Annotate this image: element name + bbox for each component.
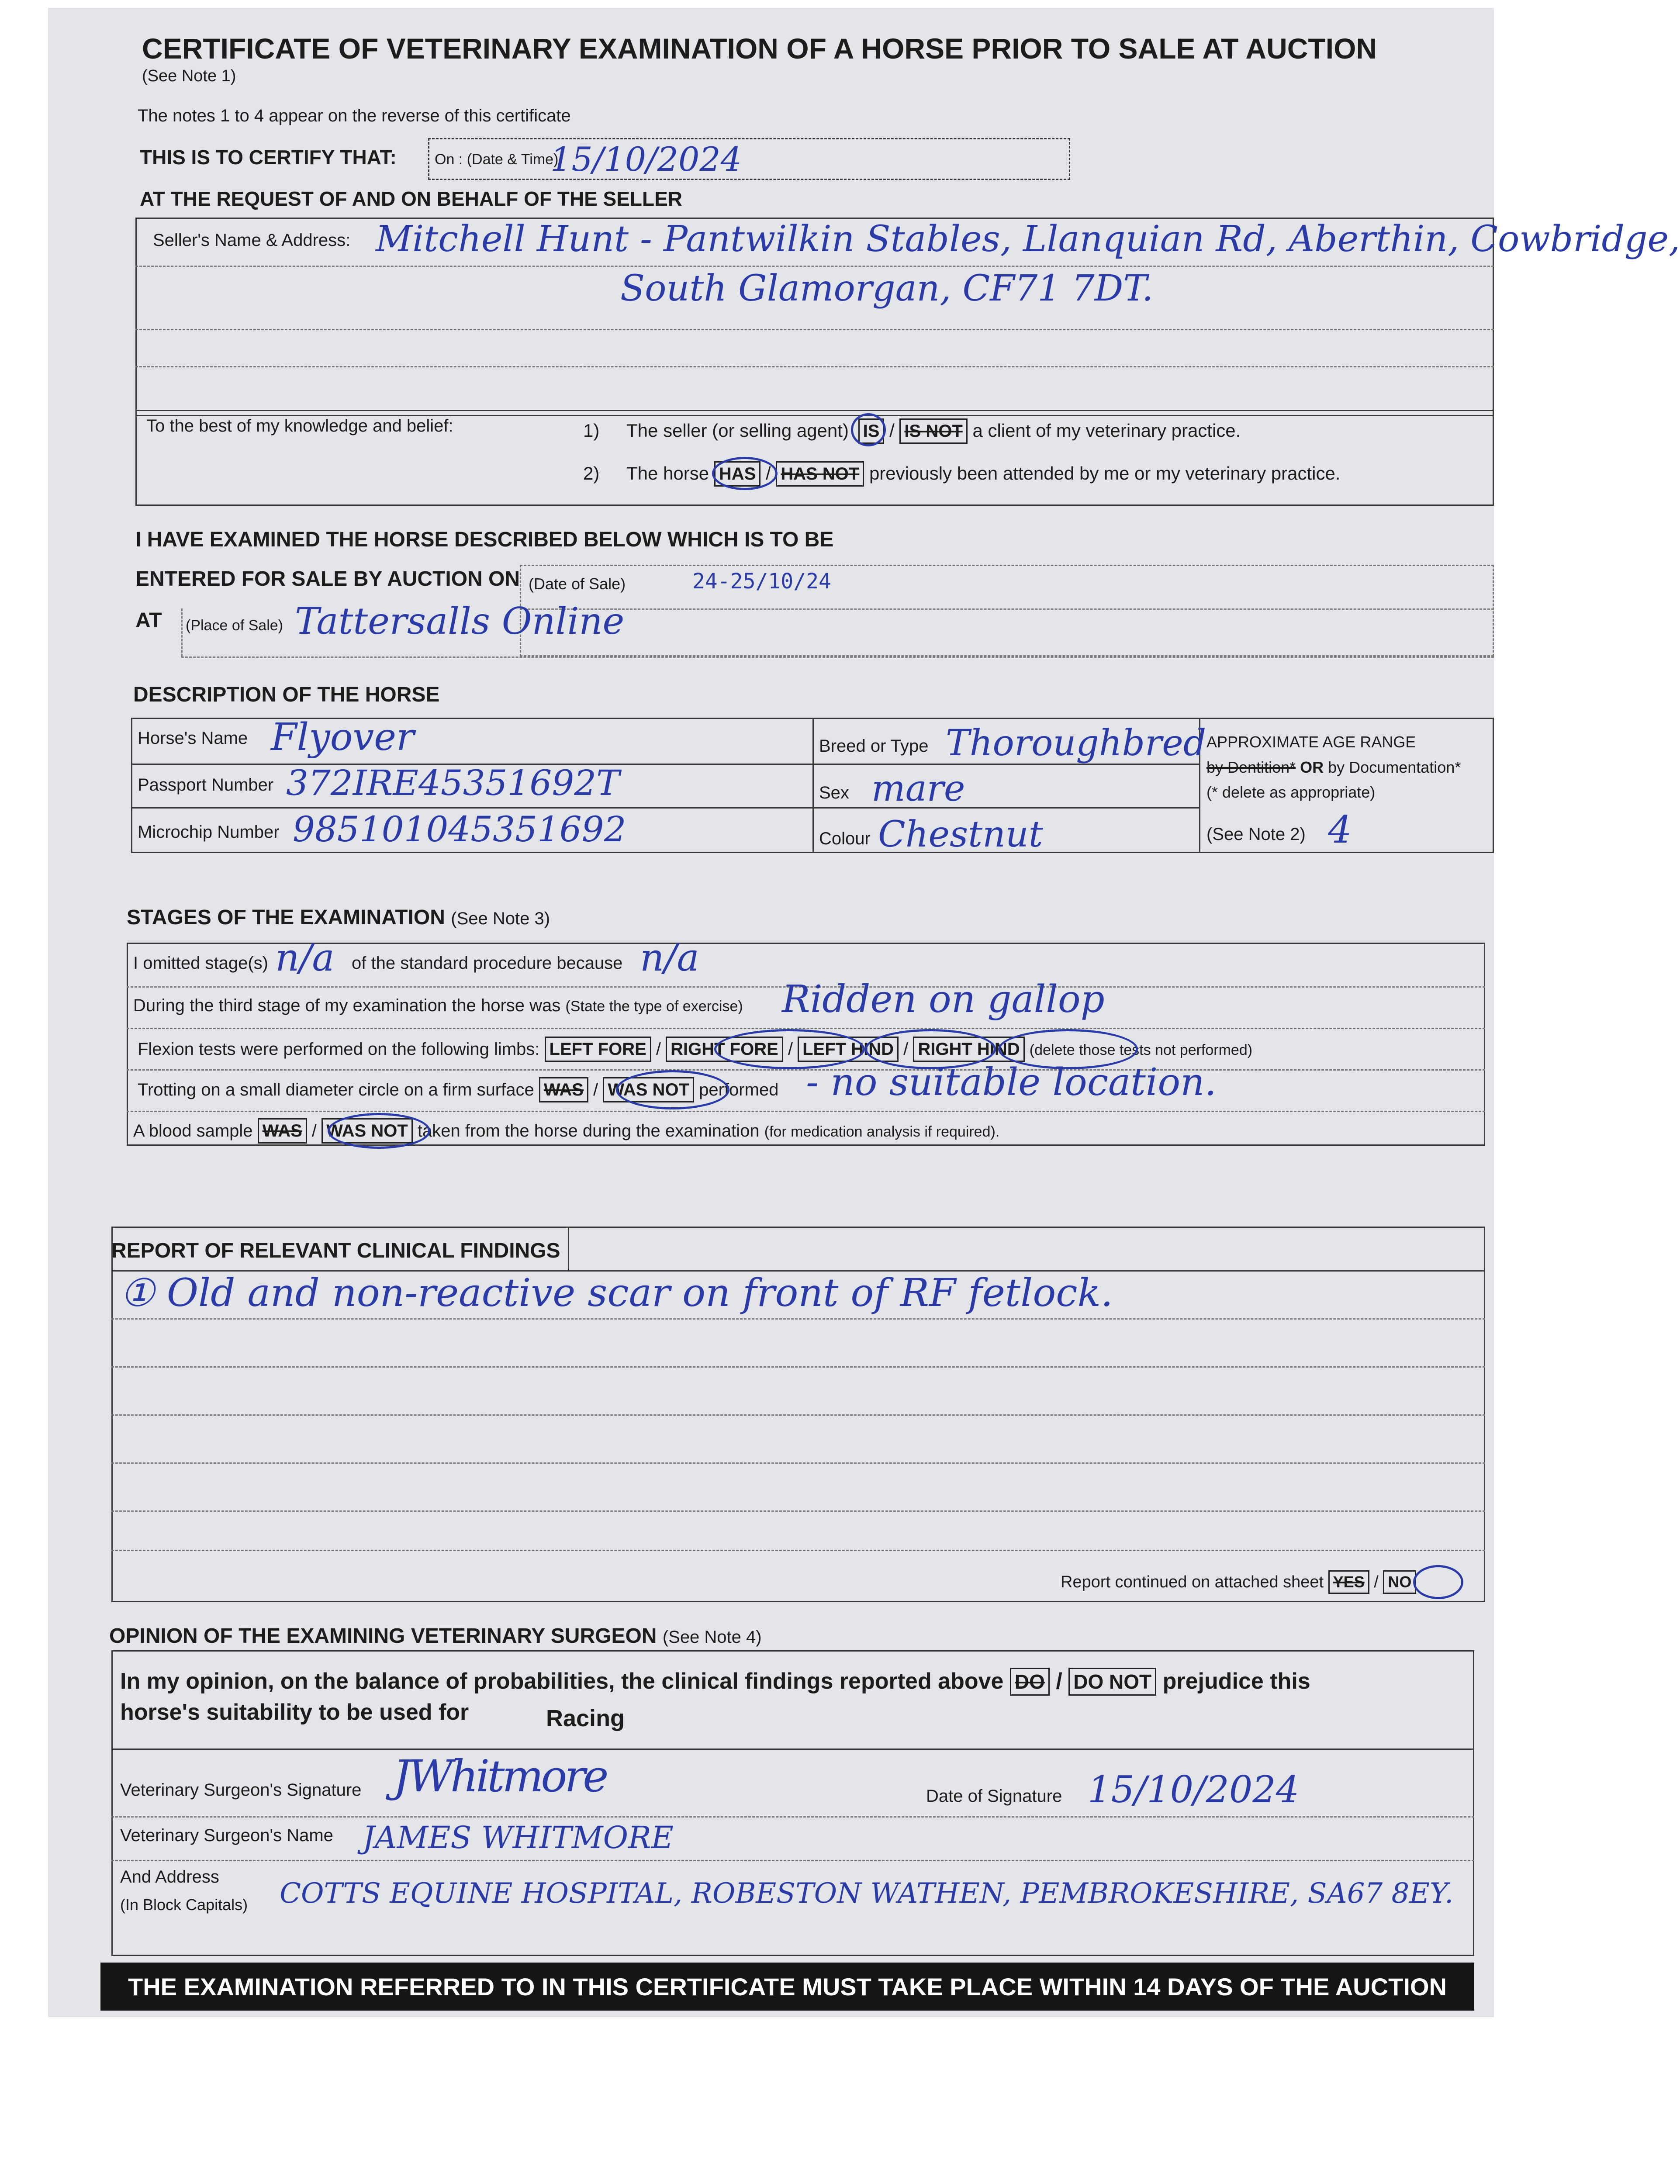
age-heading: APPROXIMATE AGE RANGE <box>1206 733 1416 751</box>
seller-label: Seller's Name & Address: <box>153 231 351 250</box>
stages-heading-line: STAGES OF THE EXAMINATION (See Note 3) <box>127 906 550 929</box>
omitted-value[interactable]: n/a <box>275 936 335 980</box>
certificate-title: CERTIFICATE OF VETERINARY EXAMINATION OF A HORSE PRIOR TO SALE AT AUCTION <box>142 32 1377 65</box>
limb-right-hind[interactable]: RIGHT HIND <box>913 1037 1024 1062</box>
report-no-option[interactable]: NO <box>1383 1570 1416 1594</box>
report-continued-line: Report continued on attached sheet YES / NO <box>1061 1570 1416 1594</box>
omitted-pre: I omitted stage(s) <box>133 954 269 973</box>
trot-line: Trotting on a small diameter circle on a firm surface WAS / WAS NOT performed <box>138 1077 778 1102</box>
entered-line: ENTERED FOR SALE BY AUCTION ON <box>135 567 520 591</box>
do-option[interactable]: DO <box>1010 1668 1050 1696</box>
third-stage-line: During the third stage of my examination the horse was (State the type of exercise) <box>133 996 743 1015</box>
on-date-label: On : (Date & Time) <box>435 151 559 168</box>
microchip-label: Microchip Number <box>138 822 280 842</box>
signature-value[interactable]: JWhitmore <box>393 1751 606 1802</box>
flexion-label: Flexion tests were performed on the following limbs: <box>138 1040 540 1059</box>
is-option[interactable]: IS <box>858 418 885 444</box>
knowledge-item2: 2) The horse HAS / HAS NOT previously been attended by me or my veterinary practice. <box>583 461 1340 487</box>
passport-label: Passport Number <box>138 775 274 795</box>
place-of-sale-value[interactable]: Tattersalls Online <box>295 600 625 643</box>
trot-reason-value[interactable]: - no suitable location. <box>806 1061 1217 1104</box>
address-label: And Address <box>120 1867 219 1887</box>
signature-label: Veterinary Surgeon's Signature <box>120 1780 362 1800</box>
trot-was-option[interactable]: WAS <box>539 1077 588 1102</box>
footer-banner: THE EXAMINATION REFERRED TO IN THIS CERTIFICATE MUST TAKE PLACE WITHIN 14 DAYS OF THE AUCTION <box>100 1963 1474 2011</box>
flexion-line: Flexion tests were performed on the following limbs: LEFT FORE / RIGHT FORE / LEFT HIND / RIGHT HIND (delete those tests not performed) <box>138 1037 1252 1062</box>
sex-value[interactable]: mare <box>871 768 965 809</box>
at-label: AT <box>135 609 162 632</box>
vet-name-label: Veterinary Surgeon's Name <box>120 1826 333 1845</box>
blood-line: A blood sample WAS / WAS NOT taken from the horse during the examination (for medication analysis if required). <box>133 1118 999 1144</box>
trot-was-not-option[interactable]: WAS NOT <box>603 1077 694 1102</box>
clinical-finding-line1[interactable]: ① Old and non-reactive scar on front of RF fetlock. <box>120 1270 1113 1315</box>
age-see-note: (See Note 2) <box>1206 825 1306 844</box>
blood-was-option[interactable]: WAS <box>258 1118 307 1144</box>
third-stage-value[interactable]: Ridden on gallop <box>782 978 1105 1021</box>
on-date-value: 15/10/2024 <box>550 140 742 179</box>
opinion-purpose[interactable]: Racing <box>546 1705 625 1731</box>
vet-address-value[interactable]: COTTS EQUINE HOSPITAL, ROBESTON WATHEN, PEMBROKESHIRE, SA67 8EY. <box>280 1877 1454 1910</box>
trot-was-not-circle-mark <box>616 1070 729 1109</box>
date-of-sale-value[interactable]: 24-25/10/24 <box>692 569 831 594</box>
address-label-block-capitals: (In Block Capitals) <box>120 1896 248 1914</box>
request-line: AT THE REQUEST OF AND ON BEHALF OF THE SELLER <box>140 187 682 210</box>
see-note-1: (See Note 1) <box>142 67 236 85</box>
age-delete-note: (* delete as appropriate) <box>1206 783 1376 801</box>
seller-address-line2: South Glamorgan, CF71 7DT. <box>620 268 1154 309</box>
vet-name-value[interactable]: JAMES WHITMORE <box>363 1820 674 1856</box>
notes-line: The notes 1 to 4 appear on the reverse of this certificate <box>138 106 571 125</box>
opinion-heading: OPINION OF THE EXAMINING VETERINARY SURGEON <box>109 1624 657 1648</box>
certify-label: THIS IS TO CERTIFY THAT: <box>140 146 397 169</box>
place-of-sale-label: (Place of Sale) <box>186 617 283 634</box>
report-no-circle-mark <box>1413 1565 1463 1599</box>
age-value[interactable]: 4 <box>1328 808 1352 852</box>
report-yes-option[interactable]: YES <box>1328 1570 1369 1594</box>
is-circle-mark <box>851 413 886 446</box>
horse-name-value[interactable]: Flyover <box>271 715 415 759</box>
blood-was-not-option[interactable]: WAS NOT <box>321 1118 413 1144</box>
age-documentation[interactable]: by Documentation* <box>1328 758 1461 776</box>
breed-label: Breed or Type <box>819 736 929 756</box>
because-value[interactable]: n/a <box>640 936 699 980</box>
omitted-mid: of the standard procedure because <box>352 954 623 973</box>
sex-label: Sex <box>819 783 849 802</box>
has-not-option[interactable]: HAS NOT <box>776 461 864 487</box>
has-option[interactable]: HAS <box>714 461 760 487</box>
date-of-signature-value[interactable]: 15/10/2024 <box>1088 1768 1300 1811</box>
is-not-option[interactable]: IS NOT <box>899 418 967 444</box>
examined-line: I HAVE EXAMINED THE HORSE DESCRIBED BELOW WHICH IS TO BE <box>135 528 834 551</box>
date-of-sale-label: (Date of Sale) <box>529 575 626 593</box>
blood-was-not-circle-mark <box>328 1113 430 1149</box>
knowledge-label: To the best of my knowledge and belief: <box>146 416 453 435</box>
limb-left-hind[interactable]: LEFT HIND <box>798 1037 899 1062</box>
sale-box <box>520 565 1494 657</box>
horse-name-label: Horse's Name <box>138 729 248 748</box>
age-method-line: by Dentition* OR by Documentation* <box>1206 758 1461 776</box>
opinion-statement: In my opinion, on the balance of probabilities, the clinical findings reported above DO / DO NOT prejudice this <box>120 1668 1310 1696</box>
date-of-signature-label: Date of Signature <box>926 1787 1062 1806</box>
limb-left-fore[interactable]: LEFT FORE <box>545 1037 651 1062</box>
seller-address-line1: Mitchell Hunt - Pantwilkin Stables, Llanquian Rd, Aberthin, Cowbridge, <box>376 218 1680 260</box>
do-not-option[interactable]: DO NOT <box>1068 1668 1156 1696</box>
stages-heading: STAGES OF THE EXAMINATION <box>127 906 445 929</box>
report-heading: REPORT OF RELEVANT CLINICAL FINDINGS <box>111 1239 560 1262</box>
limb-right-fore[interactable]: RIGHT FORE <box>666 1037 783 1062</box>
colour-value[interactable]: Chestnut <box>878 814 1043 855</box>
passport-value[interactable]: 372IRE45351692T <box>286 763 620 803</box>
knowledge-item1: 1) The seller (or selling agent) IS / IS NOT a client of my veterinary practice. <box>583 418 1241 444</box>
opinion-heading-line: OPINION OF THE EXAMINING VETERINARY SURGEON (See Note 4) <box>109 1624 762 1648</box>
microchip-value[interactable]: 985101045351692 <box>293 809 626 850</box>
age-dentition[interactable]: by Dentition* <box>1206 758 1296 776</box>
description-heading: DESCRIPTION OF THE HORSE <box>133 683 440 706</box>
breed-value[interactable]: Thoroughbred <box>946 722 1206 764</box>
certificate-sheet <box>48 8 1680 2017</box>
has-circle-mark <box>712 457 778 490</box>
opinion-suitability: horse's suitability to be used for <box>120 1700 469 1725</box>
colour-label: Colour <box>819 829 871 848</box>
